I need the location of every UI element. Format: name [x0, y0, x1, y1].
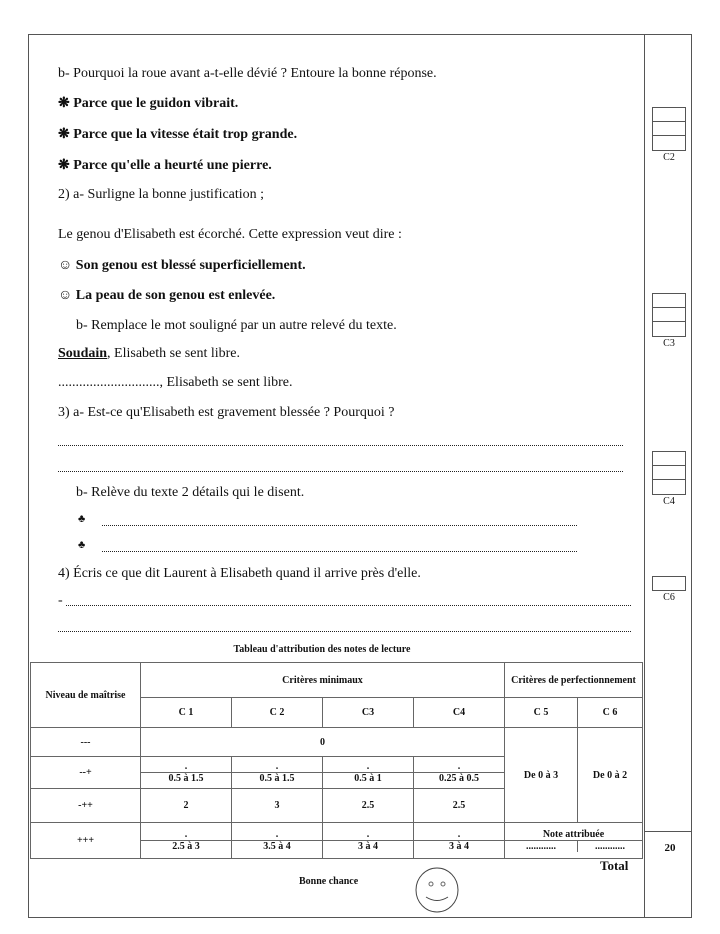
answer-2b[interactable]: ............................., Elisabeth se sent libre. [58, 375, 293, 390]
col-c3: C3 [323, 698, 414, 728]
dot: . [366, 761, 370, 772]
note-c6[interactable]: ............ [595, 841, 625, 852]
dot: . [366, 829, 370, 840]
bullet-icon: ❋ [58, 158, 74, 173]
bullet-icon: ❋ [58, 127, 74, 142]
value: 0.5 à 1.5 [141, 772, 231, 784]
club-icon: ♣ [78, 539, 86, 551]
dash: - [58, 593, 63, 608]
dot: . [275, 761, 279, 772]
dot: . [275, 829, 279, 840]
header-perf: Critères de perfectionnement [505, 663, 643, 698]
sentence: Soudain, Elisabeth se sent libre. [58, 346, 241, 361]
table-row [31, 728, 643, 757]
dot: . [457, 761, 461, 772]
dot: . [184, 761, 188, 772]
value: 0.5 à 1.5 [232, 772, 322, 784]
option-1[interactable]: ❋ Parce que le guidon vibrait. [58, 96, 239, 111]
smiley-face-icon [414, 866, 460, 914]
value: 3.5 à 4 [232, 840, 322, 852]
cell [232, 823, 323, 859]
note-label: Note attribuée [542, 829, 605, 840]
bullet-icon: ❋ [58, 96, 74, 111]
smiley-icon: ☺ [58, 288, 76, 303]
score-box-c6[interactable] [652, 576, 686, 591]
answer-line[interactable] [102, 524, 577, 526]
cell [414, 823, 505, 859]
c5-range: De 0 à 3 [505, 728, 578, 823]
question-3a: 3) a- Est-ce qu'Elisabeth est gravement blessée ? Pourquoi ? [58, 405, 395, 420]
margin-divider [644, 34, 645, 918]
value: 2.5 à 3 [141, 840, 231, 852]
smiley-icon: ☺ [58, 258, 76, 273]
cell [141, 757, 232, 789]
cell [141, 823, 232, 859]
label-c4: C4 [663, 496, 675, 507]
label-c2: C2 [663, 152, 675, 163]
level: -++ [31, 789, 141, 823]
option-2[interactable]: ❋ Parce que la vitesse était trop grande. [58, 127, 298, 142]
answer-line[interactable] [102, 550, 577, 552]
header-min: Critères minimaux [141, 663, 505, 698]
value: 3 à 4 [414, 840, 504, 852]
table-row [31, 823, 643, 859]
club-icon: ♣ [78, 513, 86, 525]
level: --- [31, 728, 141, 757]
grading-table [30, 662, 643, 859]
justification-1[interactable]: ☺ Son genou est blessé superficiellement. [58, 258, 306, 273]
value: 3 [232, 789, 323, 823]
answer-line[interactable] [58, 630, 631, 632]
cell [232, 757, 323, 789]
option-3[interactable]: ❋ Parce qu'elle a heurté une pierre. [58, 158, 272, 173]
note-c5[interactable]: ............ [505, 841, 578, 852]
total-label: Total [600, 858, 629, 873]
col-c6: C 6 [578, 698, 643, 728]
value: 3 à 4 [323, 840, 413, 852]
level: +++ [31, 823, 141, 859]
col-c5: C 5 [505, 698, 578, 728]
value: 2.5 [323, 789, 414, 823]
answer-line[interactable] [58, 470, 623, 472]
label-c3: C3 [663, 338, 675, 349]
bonne-chance: Bonne chance [299, 876, 359, 887]
note-cell [505, 823, 643, 859]
table-title: Tableau d'attribution des notes de lecture [233, 644, 411, 655]
level: --+ [31, 757, 141, 789]
col-c1: C 1 [141, 698, 232, 728]
question-1b: b- Pourquoi la roue avant a-t-elle dévié ? Entoure la bonne réponse. [58, 66, 437, 81]
value: 0 [141, 728, 505, 757]
total-points: 20 [664, 842, 676, 854]
question-2b: b- Remplace le mot souligné par un autre relevé du texte. [76, 318, 397, 333]
value: 2.5 [414, 789, 505, 823]
score-box-c2[interactable] [652, 107, 686, 151]
value: 0.25 à 0.5 [414, 772, 504, 784]
score-box-c3[interactable] [652, 293, 686, 337]
value: 0.5 à 1 [323, 772, 413, 784]
question-2a: 2) a- Surligne la bonne justification ; [58, 187, 265, 202]
cell [323, 823, 414, 859]
answer-line[interactable] [66, 604, 631, 606]
c6-range: De 0 à 2 [578, 728, 643, 823]
label-c6: C6 [663, 592, 675, 603]
header-level: Niveau de maîtrise [31, 663, 141, 728]
justification-2[interactable]: ☺ La peau de son genou est enlevée. [58, 288, 276, 303]
question-4: 4) Écris ce que dit Laurent à Elisabeth quand il arrive près d'elle. [58, 566, 421, 581]
question-3b: b- Relève du texte 2 détails qui le disent. [76, 485, 305, 500]
score-box-c4[interactable] [652, 451, 686, 495]
dot: . [457, 829, 461, 840]
col-c2: C 2 [232, 698, 323, 728]
total-divider [645, 831, 692, 832]
value: 2 [141, 789, 232, 823]
col-c4: C4 [414, 698, 505, 728]
question-2-intro: Le genou d'Elisabeth est écorché. Cette expression veut dire : [58, 227, 402, 242]
cell [414, 757, 505, 789]
answer-line[interactable] [58, 444, 623, 446]
dot: . [184, 829, 188, 840]
cell [323, 757, 414, 789]
